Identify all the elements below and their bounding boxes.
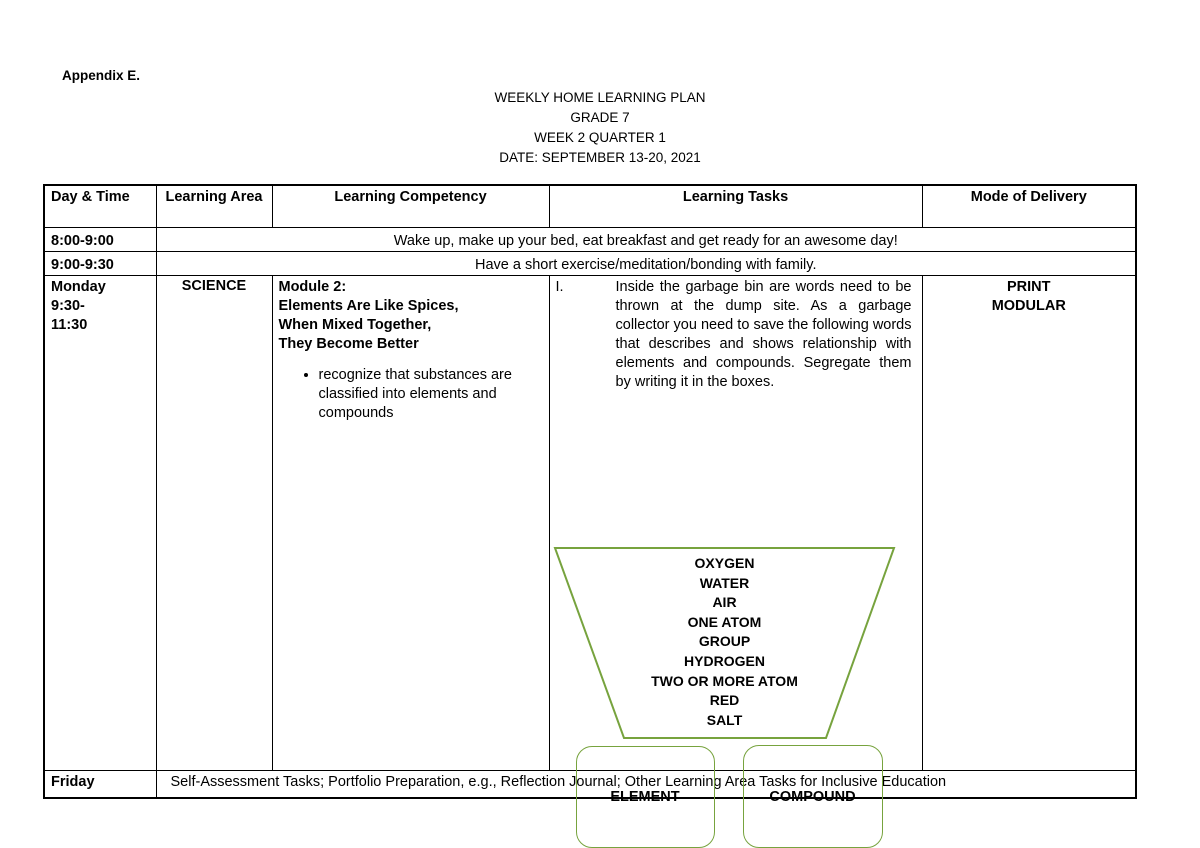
- header-title: WEEKLY HOME LEARNING PLAN: [494, 90, 706, 105]
- module-title-line: When Mixed Together,: [278, 317, 432, 333]
- time-cell: 8:00-9:00: [44, 228, 156, 252]
- day-time-cell: [44, 276, 156, 771]
- bin-word: OXYGEN: [694, 555, 755, 571]
- learning-tasks-cell: [549, 276, 922, 805]
- table-row: [44, 228, 1136, 252]
- module-number: Module 2:: [278, 279, 347, 295]
- task-body: Inside the garbage bin are words need to be thrown at the dump site. As a garbage collector you need to save the following words that describes and shows relationship with elements and compounds. Segregate them by writing it in the boxes.: [615, 279, 912, 390]
- header-mode-of-delivery: Mode of Delivery: [922, 185, 1136, 228]
- day-label: Monday: [51, 279, 106, 295]
- document-header: [0, 88, 1200, 168]
- bin-word: TWO OR MORE ATOM: [651, 672, 798, 689]
- compound-box-label: COMPOUND: [769, 788, 856, 805]
- header-grade: GRADE 7: [570, 110, 630, 125]
- activity-cell: Have a short exercise/meditation/bonding with family.: [156, 252, 1136, 276]
- compound-box: [743, 745, 883, 848]
- mode-line: MODULAR: [991, 298, 1066, 314]
- table-row: [44, 252, 1136, 276]
- mode-line: PRINT: [1007, 279, 1051, 295]
- competency-list: [279, 366, 543, 423]
- bin-word: ONE ATOM: [687, 613, 762, 630]
- bin-word: AIR: [712, 594, 737, 611]
- learning-plan-table: [43, 184, 1137, 805]
- bin-word: HYDROGEN: [684, 652, 765, 669]
- learning-area-cell: SCIENCE: [156, 276, 272, 771]
- garbage-bin-words: [610, 554, 840, 730]
- table-row-monday: [44, 276, 1136, 771]
- header-week: WEEK 2 QUARTER 1: [534, 130, 666, 145]
- competency-item: • recognize that substances are classified into elements and compounds: [319, 366, 543, 423]
- task-number: I.: [555, 279, 564, 295]
- bin-word: RED: [709, 692, 740, 709]
- time-start: 9:30-: [51, 298, 85, 314]
- activity-cell: Wake up, make up your bed, eat breakfast and get ready for an awesome day!: [156, 228, 1136, 252]
- task-instruction: [556, 278, 912, 392]
- module-title-line: They Become Better: [278, 336, 419, 352]
- element-box: [576, 746, 715, 848]
- day-cell: Friday: [44, 771, 156, 799]
- header-learning-tasks: Learning Tasks: [549, 185, 922, 228]
- module-title: [279, 276, 543, 354]
- header-learning-competency: Learning Competency: [272, 185, 549, 228]
- bin-word: SALT: [706, 711, 743, 728]
- element-box-label: ELEMENT: [610, 789, 680, 805]
- bin-word: WATER: [699, 574, 750, 591]
- competency-cell: [272, 276, 549, 771]
- bin-word: GROUP: [698, 633, 751, 650]
- header-date: DATE: SEPTEMBER 13-20, 2021: [499, 150, 701, 165]
- header-day-time: Day & Time: [44, 185, 156, 228]
- table-header-row: [44, 185, 1136, 228]
- time-end: 11:30: [51, 317, 88, 333]
- time-cell: 9:00-9:30: [44, 252, 156, 276]
- header-learning-area: Learning Area: [156, 185, 272, 228]
- module-title-line: Elements Are Like Spices,: [278, 298, 459, 314]
- mode-of-delivery-cell: [922, 276, 1136, 771]
- appendix-label: Appendix E.: [62, 68, 141, 83]
- friday-activity-cell: Self-Assessment Tasks; Portfolio Preparation, e.g., Reflection Journal; Other Learning Area Tasks for Inclusive Education: [156, 771, 1136, 799]
